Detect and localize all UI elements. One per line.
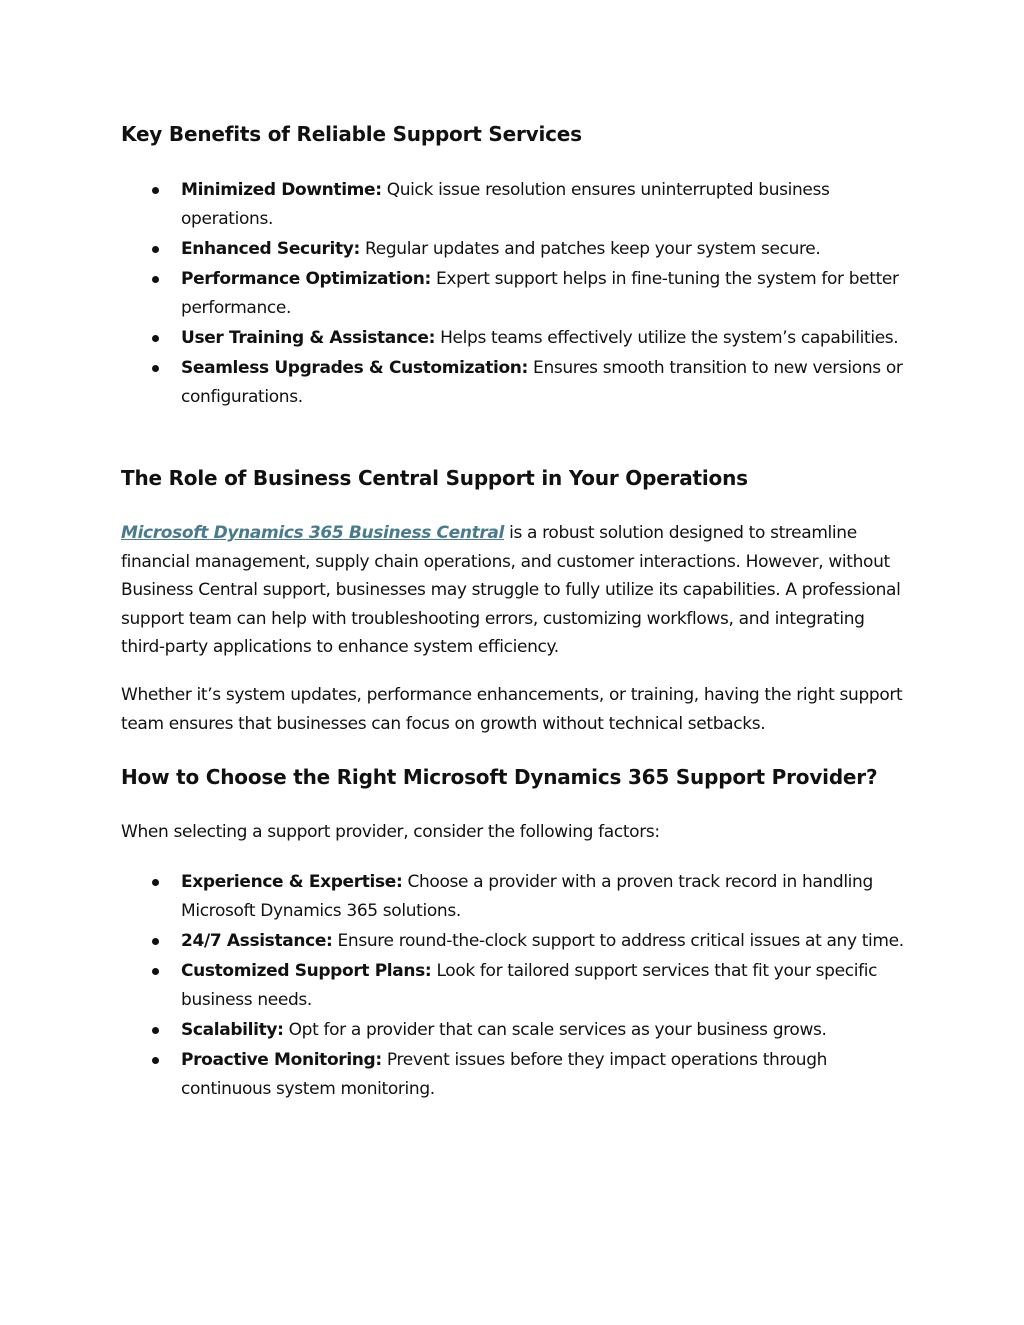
heading-choose-provider: How to Choose the Right Microsoft Dynamics 365 Support Provider? [121,765,878,789]
bullet-icon [152,938,159,945]
bullet-icon [152,246,159,253]
bullet-icon [152,276,159,283]
bullet-icon [152,1057,159,1064]
list-item: 24/7 Assistance: Ensure round-the-clock support to address critical issues at any time. [121,927,907,956]
business-central-link[interactable]: Microsoft Dynamics 365 Business Central [121,523,505,543]
list-item: Performance Optimization: Expert support helps in fine-tuning the system for better performance. [121,265,907,323]
list-item: User Training & Assistance: Helps teams effectively utilize the system’s capabilities. [121,324,907,353]
paragraph-updates: Whether it’s system updates, performance enhancements, or training, having the right support team ensures that businesses can focus on growth without technical setbacks. [121,685,903,734]
paragraph-business-central: Microsoft Dynamics 365 Business Central is a robust solution designed to streamline financial management, supply chain operations, and customer interactions. However, without Business Central support, businesses may struggle to fully utilize its capabilities. A professional support team can help with troubleshooting errors, customizing workflows, and integrating third-party applications to enhance system efficiency. [121,523,901,658]
bullet-icon [152,365,159,372]
bullet-icon [152,879,159,886]
list-item: Proactive Monitoring: Prevent issues before they impact operations through continuous system monitoring. [121,1046,907,1104]
benefits-list [121,176,907,413]
list-item: Enhanced Security: Regular updates and patches keep your system secure. [121,235,907,264]
bullet-icon [152,968,159,975]
list-item: Experience & Expertise: Choose a provider with a proven track record in handling Microsoft Dynamics 365 solutions. [121,868,907,926]
paragraph-intro: When selecting a support provider, consider the following factors: [121,822,660,842]
bullet-icon [152,335,159,342]
heading-key-benefits: Key Benefits of Reliable Support Services [121,122,582,146]
bullet-icon [152,1027,159,1034]
factors-list [121,868,907,1105]
list-item: Scalability: Opt for a provider that can scale services as your business grows. [121,1016,907,1045]
bullet-icon [152,187,159,194]
heading-role-of-support: The Role of Business Central Support in Your Operations [121,466,748,490]
list-item: Seamless Upgrades & Customization: Ensures smooth transition to new versions or configurations. [121,354,907,412]
list-item: Customized Support Plans: Look for tailored support services that fit your specific business needs. [121,957,907,1015]
list-item: Minimized Downtime: Quick issue resolution ensures uninterrupted business operations. [121,176,907,234]
